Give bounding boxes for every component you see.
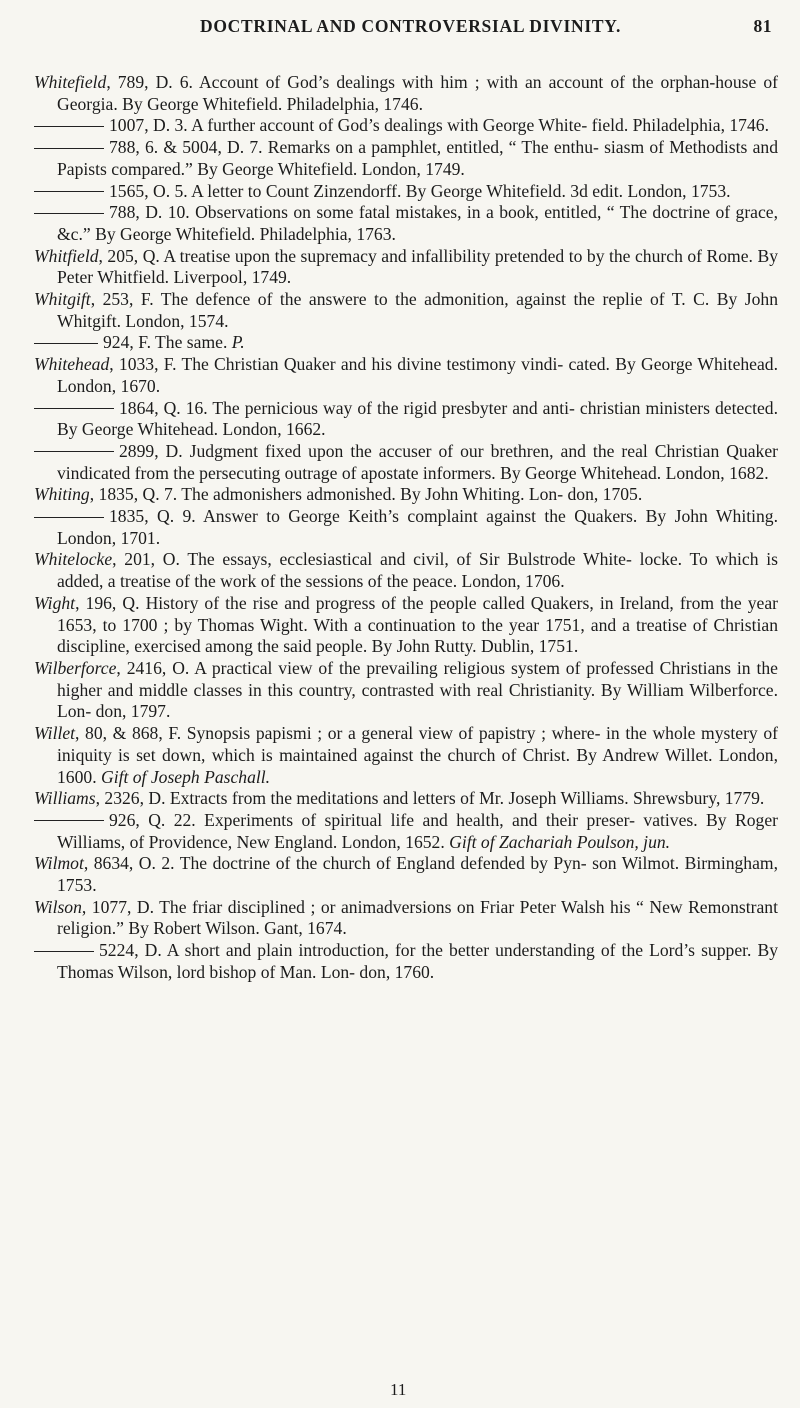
ditto-dash: [34, 451, 114, 452]
catalog-entry: [34, 332, 778, 354]
entry-text: , 80, & 868, F. Synopsis papismi ; or a general view of papistry ; where- in the whole mystery of iniquity is set down, which is maintained against the church of Christ. By Andrew Willet. London, 1600.: [57, 723, 778, 787]
entry-text: , 196, Q. History of the rise and progress of the people called Quakers, in Ireland, from the year 1653, to 1700 ; by Thomas Wight. With a continuation to the year 1751, and a treatise of Christian discipline, exercised among the said people. By John Rutty. Dublin, 1751.: [57, 592, 778, 657]
entry-note: Gift of Zachariah Poulson, jun.: [449, 831, 671, 852]
catalog-entry: [34, 484, 778, 506]
catalog-entry: [34, 506, 778, 549]
entry-text: , 789, D. 6. Account of God’s dealings with him ; with an account of the orphan-house of Georgia. By George Whitefield. Philadelphia, 1746.: [57, 72, 778, 114]
entry-text: 2899, D. Judgment fixed upon the accuser of our brethren, and the real Christian Quaker vindicated from the persecuting outrage of apostate informers. By George Whitehead. London, 1682.: [57, 440, 778, 483]
entry-author: Wilmot: [34, 853, 84, 874]
entry-note: Gift of Joseph Paschall.: [100, 766, 271, 787]
catalog-entry: [34, 202, 778, 245]
ditto-dash: [34, 517, 104, 518]
entry-text: 1864, Q. 16. The pernicious way of the rigid presbyter and anti- christian ministers detected. By George Whitehead. London, 1662.: [57, 397, 778, 440]
entry-author: Whitelocke: [34, 549, 113, 570]
entry-text: , 1033, F. The Christian Quaker and his divine testimony vindi- cated. By George Whitehead. London, 1670.: [57, 354, 778, 396]
ditto-dash: [34, 213, 104, 214]
ditto-dash: [34, 126, 104, 127]
page-number: 81: [753, 16, 772, 36]
page-header: [0, 16, 800, 46]
running-head: DOCTRINAL AND CONTROVERSIAL DIVINITY.: [200, 16, 622, 36]
catalog-entry: [34, 810, 778, 853]
catalog-entry: [34, 115, 778, 137]
entry-text: 1565, O. 5. A letter to Count Zinzendorff. By George Whitefield. 3d edit. London, 1753.: [109, 180, 731, 201]
catalog-entry: [34, 246, 778, 289]
catalog-entry: [34, 593, 778, 658]
entry-author: Wilberforce: [34, 657, 117, 678]
entry-author: Wilson: [34, 896, 82, 917]
catalog-entry: [34, 788, 778, 810]
catalog-entry: [34, 658, 778, 723]
entry-text: , 1835, Q. 7. The admonishers admonished. By John Whiting. Lon- don, 1705.: [89, 484, 643, 505]
entry-author: Whitefield: [34, 72, 107, 92]
ditto-dash: [34, 343, 98, 344]
catalog-entry: [34, 897, 778, 940]
catalog-entry: [34, 181, 778, 203]
entry-text: , 205, Q. A treatise upon the supremacy and infallibility pretended to by the church of Rome. By Peter Whitfield. Liverpool, 1749.: [57, 245, 778, 288]
entry-author: Whitehead: [34, 354, 110, 375]
entry-text: 5224, D. A short and plain introduction, for the better understanding of the Lord’s supper. By Thomas Wilson, lord bishop of Man. Lon- don, 1760.: [57, 940, 778, 982]
entry-text: 1007, D. 3. A further account of God’s dealings with George White- field. Philadelphia, 1746.: [109, 115, 769, 136]
entry-text: 788, D. 10. Observations on some fatal mistakes, in a book, entitled, “ The doctrine of grace, &c.” By George Whitefield. Philadelphia, 1763.: [57, 202, 778, 244]
catalog-entry: [34, 940, 778, 983]
ditto-dash: [34, 820, 104, 821]
catalog-entry: [34, 441, 778, 484]
catalog-entry: [34, 72, 778, 115]
entry-text: 1835, Q. 9. Answer to George Keith’s complaint against the Quakers. By John Whiting. London, 1701.: [57, 506, 778, 548]
signature-mark: 11: [390, 1380, 407, 1399]
catalog-entry: [34, 549, 778, 592]
entry-author: Whiting: [34, 484, 90, 505]
ditto-dash: [34, 148, 104, 149]
entry-text: , 253, F. The defence of the answere to the admonition, against the replie of T. C. By John Whitgift. London, 1574.: [57, 289, 778, 331]
ditto-dash: [34, 191, 104, 192]
entry-text: 926, Q. 22. Experiments of spiritual life and health, and their preser- vatives. By Roger Williams, of Providence, New England. London, 1652.: [57, 809, 778, 852]
entry-text: , 2416, O. A practical view of the prevailing religious system of professed Christians in the higher and middle classes in this country, contrasted with real Christianity. By William Wilberforce. Lon- don, 1797.: [57, 657, 778, 722]
entry-author: Whitfield: [34, 245, 99, 266]
entry-text: , 201, O. The essays, ecclesiastical and civil, of Sir Bulstrode White- locke. To which is added, a treatise of the work of the sessions of the peace. London, 1706.: [57, 549, 778, 592]
entry-text: 924, F. The same.: [103, 332, 232, 353]
catalog-entry: [34, 289, 778, 332]
entry-author: Williams: [34, 788, 96, 809]
catalog-entry: [34, 723, 778, 788]
entry-text: , 2326, D. Extracts from the meditations and letters of Mr. Joseph Williams. Shrewsbury, 1779.: [95, 788, 765, 809]
ditto-dash: [34, 408, 114, 409]
entry-author: Willet: [34, 723, 76, 744]
ditto-dash: [34, 951, 94, 952]
catalog-entry: [34, 398, 778, 441]
bibliography-entries: [34, 72, 778, 984]
catalog-entry: [34, 354, 778, 397]
catalog-entry: [34, 853, 778, 896]
entry-text: , 1077, D. The friar disciplined ; or animadversions on Friar Peter Walsh his “ New Remonstrant religion.” By Robert Wilson. Gant, 1674.: [57, 896, 778, 939]
entry-text: 788, 6. & 5004, D. 7. Remarks on a pamphlet, entitled, “ The enthu- siasm of Methodists and Papists compared.” By George Whitefield. London, 1749.: [57, 137, 778, 179]
entry-note: P.: [231, 332, 245, 353]
entry-author: Wight: [34, 592, 76, 613]
entry-text: , 8634, O. 2. The doctrine of the church of England defended by Pyn- son Wilmot. Birmingham, 1753.: [57, 853, 778, 896]
catalog-entry: [34, 137, 778, 180]
entry-author: Whitgift: [34, 289, 91, 310]
